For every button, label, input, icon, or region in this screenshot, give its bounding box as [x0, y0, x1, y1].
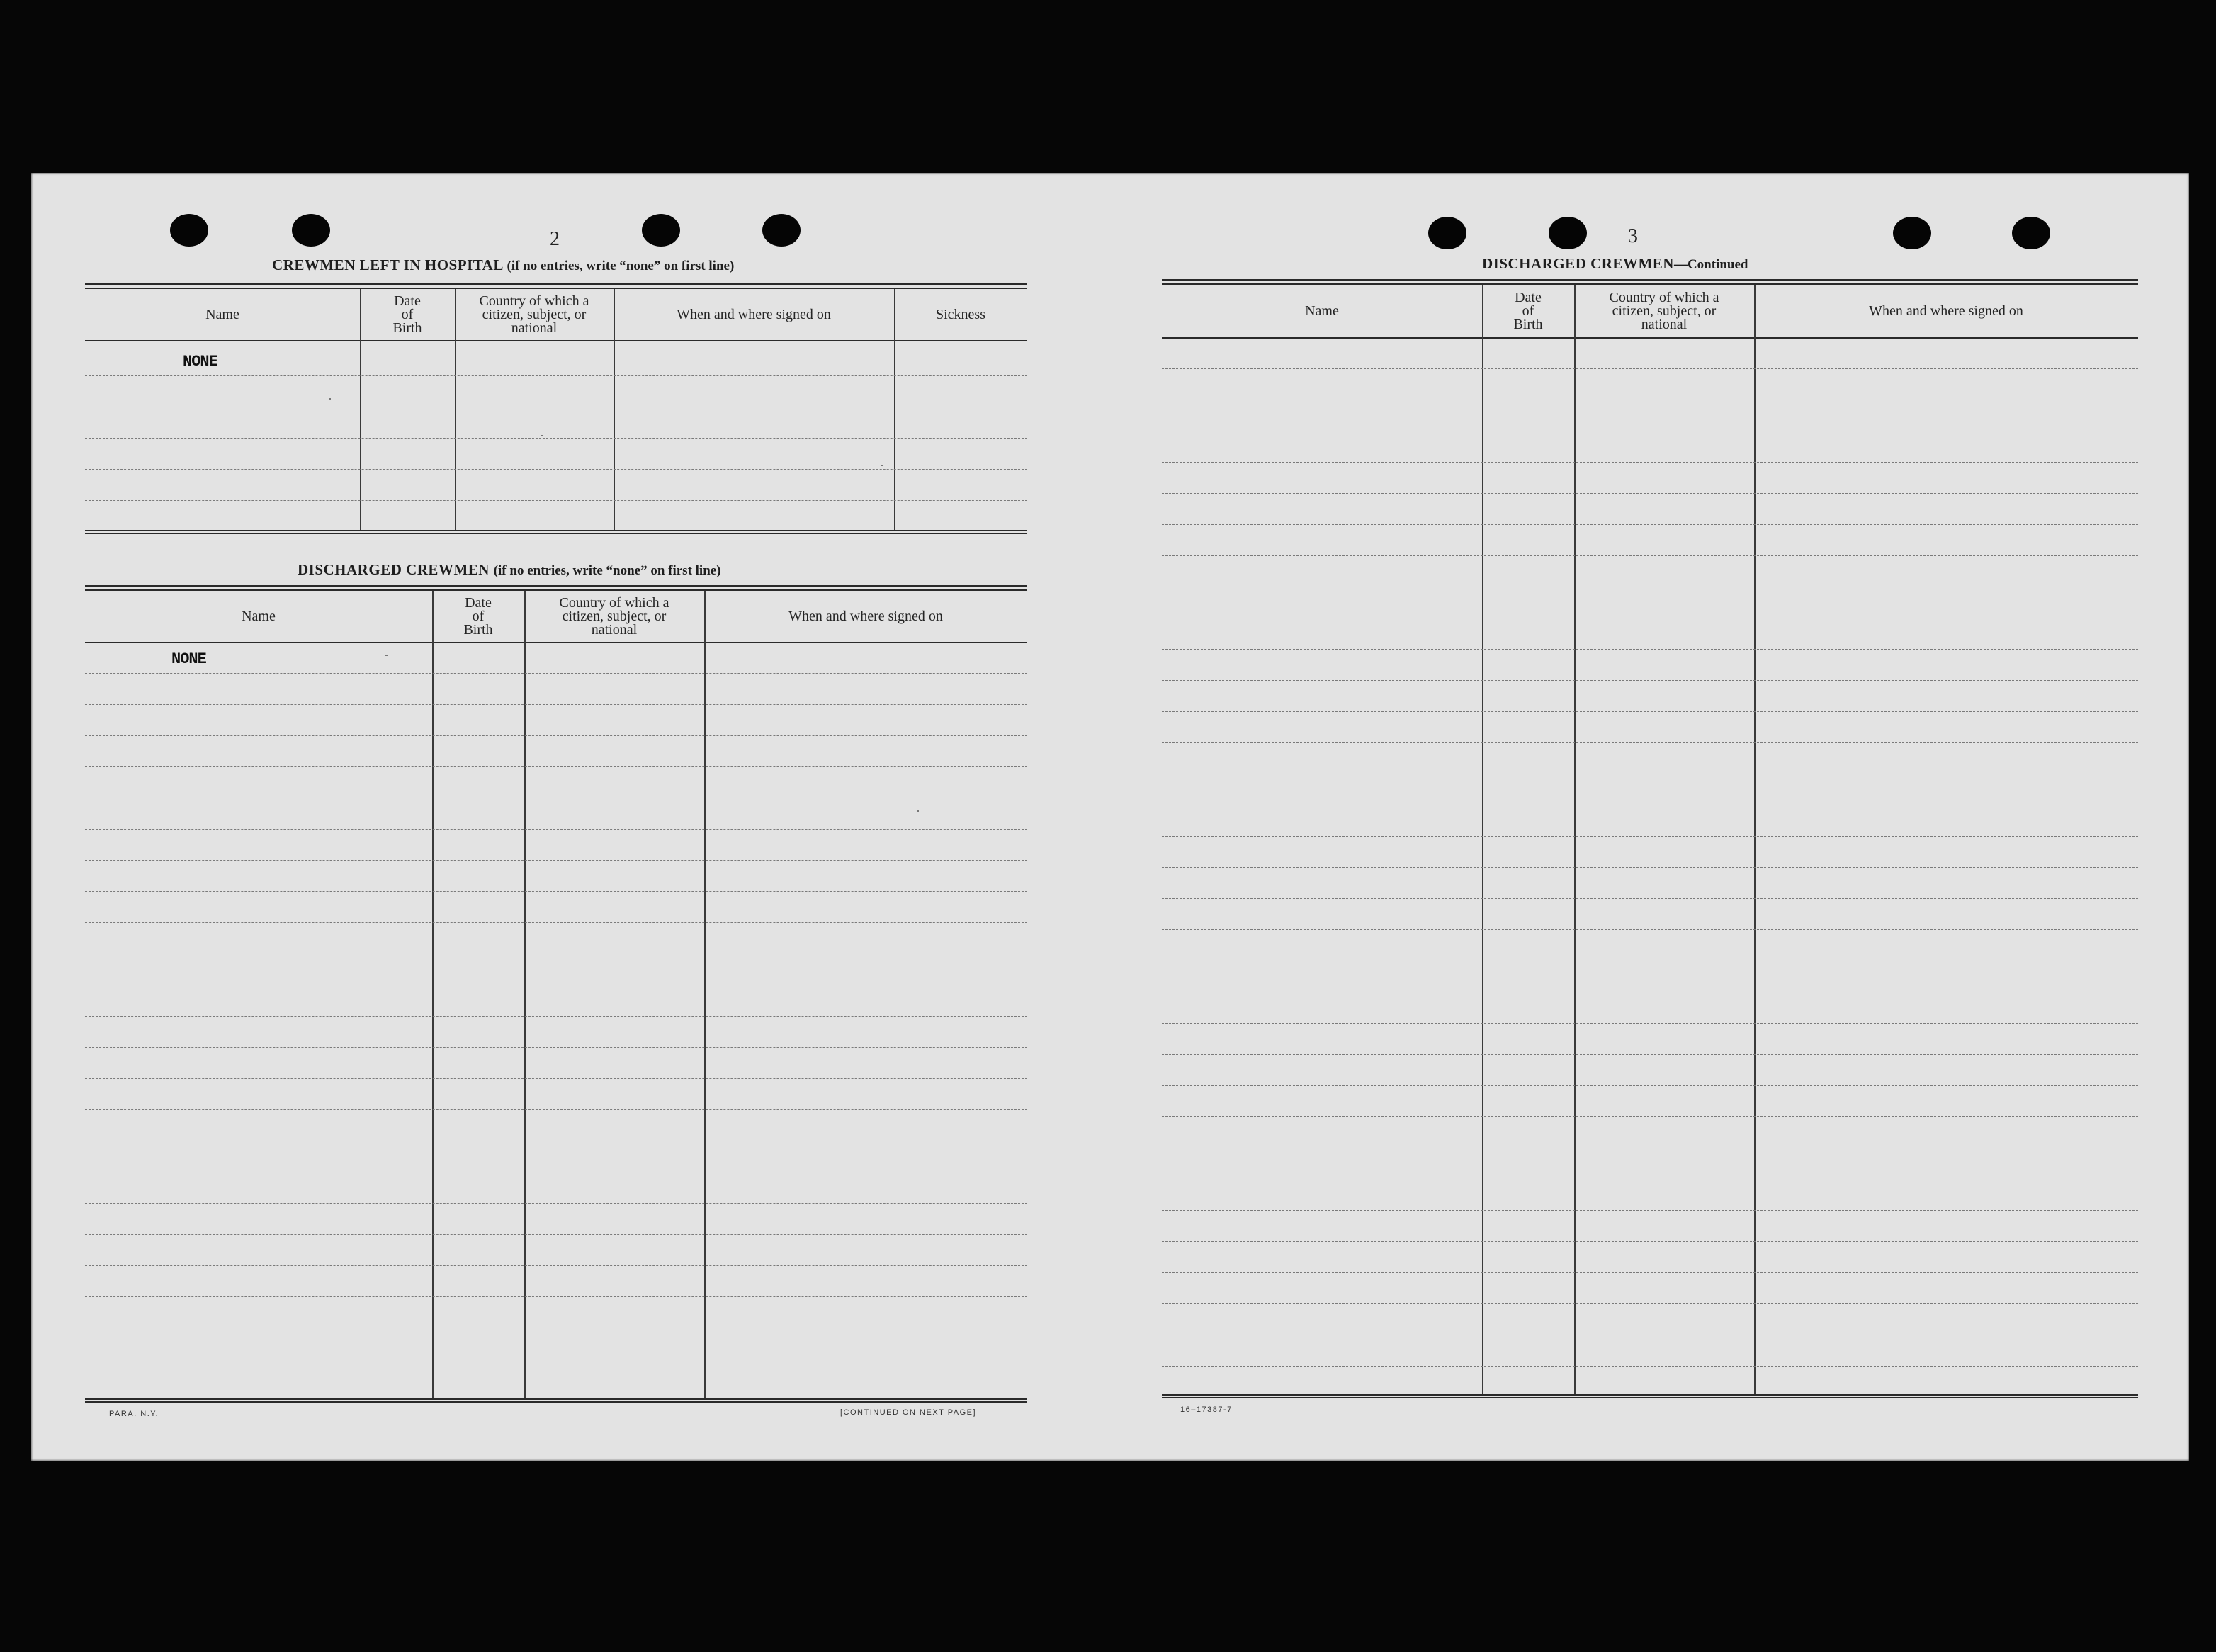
column-divider — [524, 591, 526, 1398]
column-header-dob: Date of Birth — [392, 293, 422, 336]
punch-hole — [642, 214, 680, 247]
entry-line — [1162, 680, 2138, 681]
entry-line — [85, 1234, 1027, 1235]
discharged-title-text: DISCHARGED CREWMEN — [298, 561, 490, 578]
table-top-rule — [85, 283, 1027, 289]
punch-hole — [1428, 217, 1466, 249]
column-header-dob: Date of Birth — [1513, 289, 1543, 332]
punch-hole — [170, 214, 208, 247]
entry-line — [85, 735, 1027, 736]
table-top-rule — [1162, 279, 2138, 285]
hospital-title-text: CREWMEN LEFT IN HOSPITAL — [272, 256, 503, 273]
entry-line — [85, 1265, 1027, 1266]
entry-line — [1162, 493, 2138, 494]
hospital-title-note: (if no entries, write “none” on first line) — [507, 259, 735, 273]
scan-speck — [329, 398, 331, 400]
column-divider — [1482, 285, 1483, 1394]
discharged-title-note: (if no entries, write “none” on first line) — [493, 563, 721, 578]
entry-line — [1162, 1023, 2138, 1024]
entry-line — [85, 891, 1027, 892]
column-header-dob: Date of Birth — [463, 594, 493, 638]
column-header-name: Name — [205, 306, 239, 322]
discharged-entry-none: NONE — [171, 650, 206, 668]
entry-line — [85, 1109, 1027, 1110]
scan-speck — [541, 435, 543, 436]
column-header-signed-on: When and where signed on — [677, 306, 831, 322]
entry-line — [1162, 1241, 2138, 1242]
entry-line — [1162, 462, 2138, 463]
entry-line — [1162, 867, 2138, 868]
column-header-signed-on: When and where signed on — [1869, 302, 2023, 319]
entry-line — [1162, 368, 2138, 369]
entry-line — [85, 829, 1027, 830]
column-header-country: Country of which a citizen, subject, or national — [479, 293, 589, 336]
hospital-table — [85, 283, 1027, 534]
entry-line — [85, 375, 1027, 376]
entry-line — [85, 469, 1027, 470]
table-bottom-rule — [85, 530, 1027, 534]
entry-line — [1162, 929, 2138, 930]
table-bottom-rule — [85, 1398, 1027, 1403]
entry-line — [85, 766, 1027, 767]
footer-continued-note: [CONTINUED ON NEXT PAGE] — [840, 1408, 977, 1417]
entry-line — [85, 438, 1027, 439]
punch-hole — [292, 214, 330, 247]
entry-line — [85, 1047, 1027, 1048]
column-divider — [1754, 285, 1756, 1394]
footer-form-number: 16–17387-7 — [1180, 1405, 1233, 1414]
column-header-signed-on: When and where signed on — [788, 608, 943, 624]
discharged-continued-title — [1482, 255, 1748, 273]
discharged-table-left — [85, 585, 1027, 1404]
table-header-rule — [85, 642, 1027, 643]
entry-line — [1162, 1116, 2138, 1117]
column-divider — [704, 591, 706, 1398]
entry-line — [1162, 649, 2138, 650]
column-header-name: Name — [1305, 302, 1339, 319]
entry-line — [85, 1203, 1027, 1204]
column-divider — [1574, 285, 1576, 1394]
continued-title-text: DISCHARGED CREWMEN — [1482, 255, 1674, 272]
entry-line — [1162, 555, 2138, 556]
entry-line — [1162, 1085, 2138, 1086]
entry-line — [85, 1016, 1027, 1017]
punch-hole — [2012, 217, 2050, 249]
table-top-rule — [85, 585, 1027, 591]
scan-speck — [881, 465, 883, 466]
entry-line — [85, 673, 1027, 674]
punch-hole — [762, 214, 801, 247]
hospital-section-title — [272, 256, 734, 274]
table-header-rule — [1162, 337, 2138, 339]
scan-speck — [917, 810, 919, 812]
scan-speck — [385, 655, 388, 656]
hospital-entry-none: NONE — [183, 353, 217, 370]
entry-line — [85, 1078, 1027, 1079]
entry-line — [1162, 1366, 2138, 1367]
page-number-left: 2 — [550, 228, 560, 250]
entry-line — [1162, 1210, 2138, 1211]
entry-line — [85, 704, 1027, 705]
form-sheet — [31, 173, 2189, 1461]
column-header-country: Country of which a citizen, subject, or national — [559, 594, 669, 638]
column-header-sickness: Sickness — [936, 306, 985, 322]
entry-line — [1162, 742, 2138, 743]
page-number-right: 3 — [1628, 225, 1638, 247]
entry-line — [1162, 1303, 2138, 1304]
column-divider — [432, 591, 434, 1398]
entry-line — [1162, 898, 2138, 899]
entry-line — [85, 922, 1027, 923]
discharged-table-right — [1162, 279, 2138, 1400]
footer-printer-mark: PARA. N.Y. — [109, 1410, 159, 1418]
column-header-country: Country of which a citizen, subject, or national — [1609, 289, 1719, 332]
discharged-section-title — [298, 561, 721, 579]
punch-hole — [1893, 217, 1931, 249]
entry-line — [1162, 1054, 2138, 1055]
entry-line — [1162, 524, 2138, 525]
table-bottom-rule — [1162, 1394, 2138, 1398]
entry-line — [85, 500, 1027, 501]
entry-line — [1162, 836, 2138, 837]
entry-line — [1162, 711, 2138, 712]
table-header-rule — [85, 340, 1027, 341]
column-header-name: Name — [242, 608, 276, 624]
punch-hole — [1549, 217, 1587, 249]
entry-line — [85, 860, 1027, 861]
continued-title-suffix: —Continued — [1673, 257, 1748, 272]
entry-line — [1162, 1272, 2138, 1273]
entry-line — [85, 1296, 1027, 1297]
